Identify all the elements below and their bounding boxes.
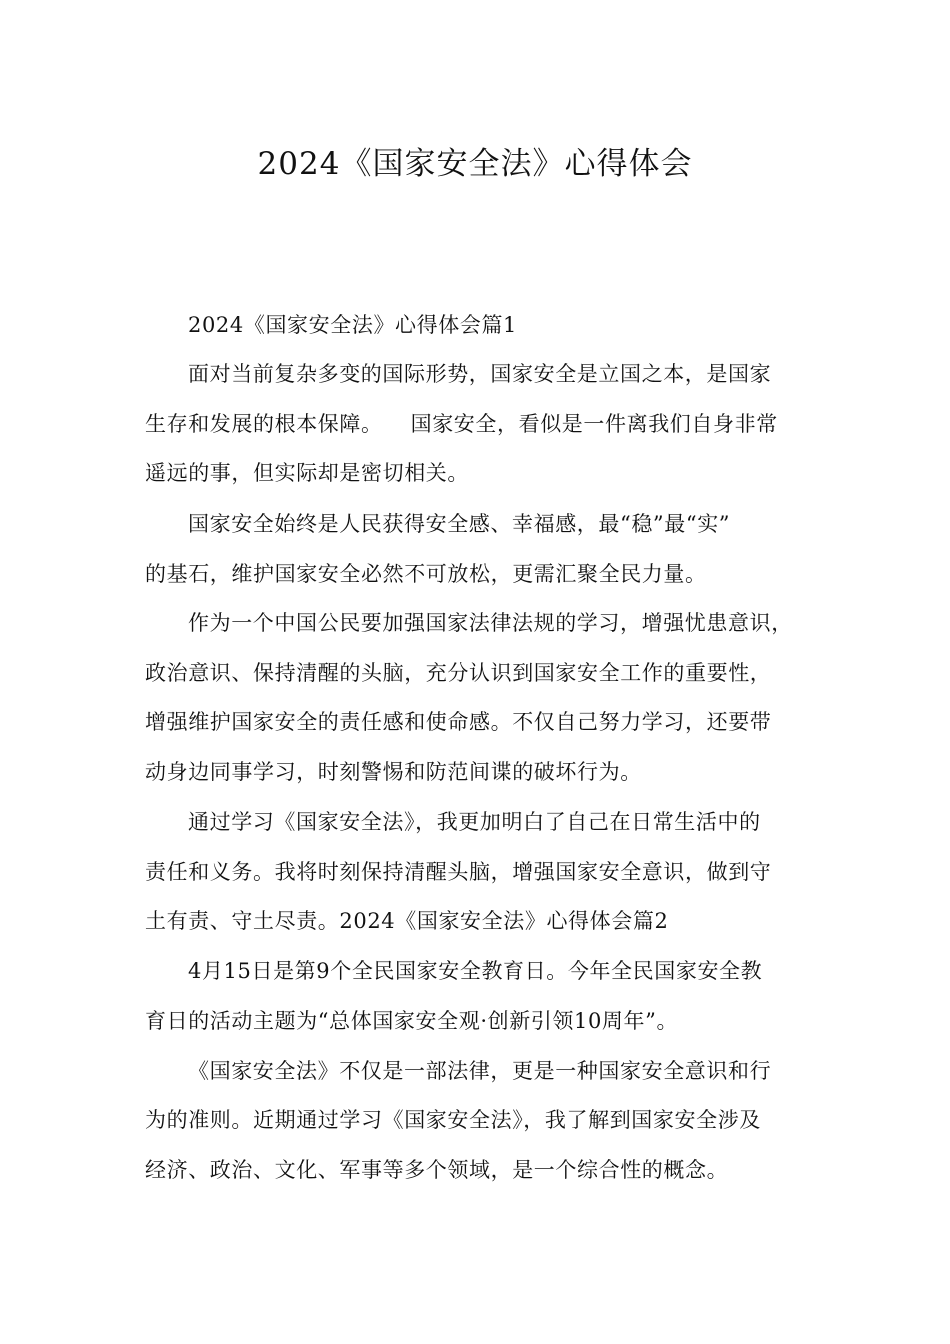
paragraph-line: 通过学习《国家安全法》，我更加明白了自己在日常生活中的	[188, 810, 761, 834]
paragraph-line: 国家安全始终是人民获得安全感、幸福感，最“稳”最“实”	[188, 512, 731, 536]
paragraph-line: 责任和义务。我将时刻保持清醒头脑，增强国家安全意识，做到守	[145, 860, 772, 884]
paragraph-line: 作为一个中国公民要加强国家法律法规的学习，增强忧患意识，	[188, 611, 793, 635]
paragraph-line: 政治意识、保持清醒的头脑，充分认识到国家安全工作的重要性，	[145, 661, 772, 685]
paragraph-segment: 生存和发展的根本保障。	[145, 412, 383, 436]
paragraph-line: 为的准则。近期通过学习《国家安全法》，我了解到国家安全涉及	[145, 1108, 761, 1132]
paragraph-segment: 国家安全，看似是一件离我们自身非常	[410, 412, 778, 436]
paragraph-line: 增强维护国家安全的责任感和使命感。不仅自己努力学习，还要带	[145, 710, 772, 734]
paragraph-line: 的基石，维护国家安全必然不可放松，更需汇聚全民力量。	[145, 562, 707, 586]
paragraph-line: 土有责、守土尽责。2024《国家安全法》心得体会篇2	[145, 909, 669, 933]
paragraph-line	[145, 410, 778, 438]
paragraph-line: 面对当前复杂多变的国际形势，国家安全是立国之本，是国家	[188, 362, 772, 386]
paragraph-line: 育日的活动主题为“总体国家安全观·创新引领10周年”。	[145, 1009, 679, 1033]
paragraph-line: 4月15日是第9个全民国家安全教育日。今年全民国家安全教	[188, 959, 763, 983]
paragraph-line: 遥远的事，但实际却是密切相关。	[145, 461, 469, 485]
document-title: 2024《国家安全法》心得体会	[257, 146, 693, 182]
paragraph-line: 《国家安全法》不仅是一部法律，更是一种国家安全意识和行	[188, 1059, 772, 1083]
paragraph-line: 动身边同事学习，时刻警惕和防范间谍的破坏行为。	[145, 760, 642, 784]
section-heading-1: 2024《国家安全法》心得体会篇1	[188, 313, 518, 337]
paragraph-line: 经济、政治、文化、军事等多个领域，是一个综合性的概念。	[145, 1158, 729, 1182]
